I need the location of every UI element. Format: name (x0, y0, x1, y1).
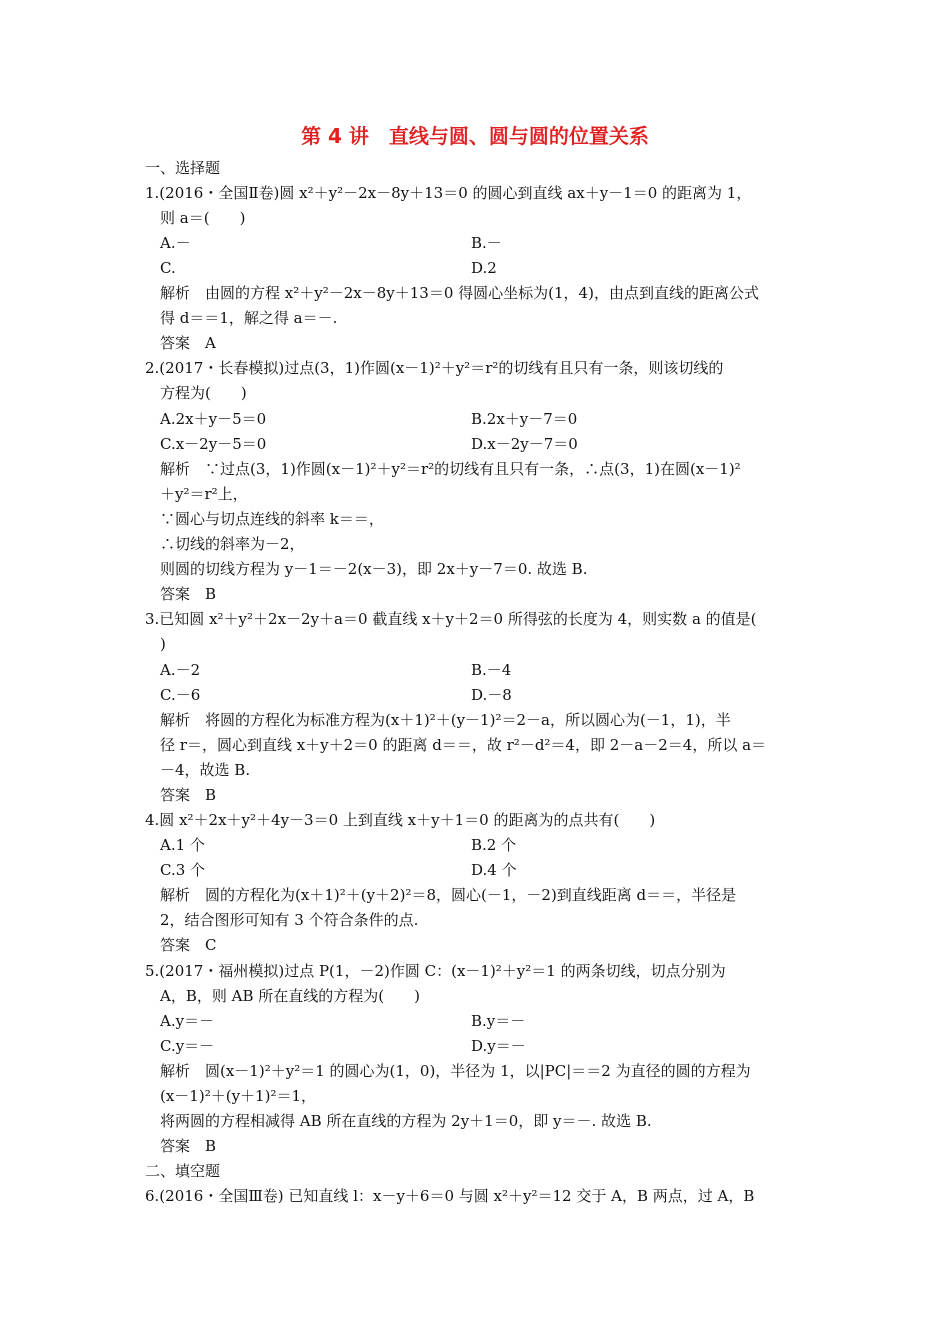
question-2-option-b: B.2x＋y－7＝0 (471, 410, 578, 428)
question-1-analysis-cont: 得 d＝＝1，解之得 a＝－. (160, 309, 338, 327)
page-title: 第 4 讲 直线与圆、圆与圆的位置关系 (301, 124, 649, 148)
question-1-stem-cont: 则 a＝( ) (160, 209, 246, 227)
question-5-answer: 答案 B (160, 1137, 217, 1155)
question-4-analysis: 解析 圆的方程化为(x＋1)²＋(y＋2)²＝8，圆心(－1，－2)到直线距离 d＝＝，半径是 (160, 886, 737, 904)
question-2-analysis: 解析 ∵过点(3，1)作圆(x－1)²＋y²＝r²的切线有且只有一条，∴点(3，1)在圆(x－1)² (160, 460, 741, 478)
question-3-stem-cont: ) (160, 635, 166, 653)
question-3-option-b: B.－4 (471, 661, 512, 679)
question-5-option-c: C.y＝－ (160, 1037, 215, 1055)
question-5-analysis-cont: (x－1)²＋(y＋1)²＝1， (160, 1087, 316, 1105)
question-2-option-d: D.x－2y－7＝0 (471, 435, 578, 453)
question-4-option-b: B.2 个 (471, 836, 517, 854)
question-3-analysis-cont: －4，故选 B. (160, 761, 251, 779)
question-5-option-b: B.y＝－ (471, 1012, 526, 1030)
question-5-analysis-cont: 将两圆的方程相减得 AB 所在直线的方程为 2y＋1＝0，即 y＝－. 故选 B. (160, 1112, 652, 1130)
question-1-analysis: 解析 由圆的方程 x²＋y²－2x－8y＋13＝0 得圆心坐标为(1，4)，由点到直线的距离公式 (160, 284, 759, 302)
question-1-stem: 1.(2016・全国Ⅱ卷)圆 x²＋y²－2x－8y＋13＝0 的圆心到直线 ax＋y－1＝0 的距离为 1， (145, 184, 752, 202)
question-1-option-a: A.－ (160, 234, 191, 252)
section-heading: 二、填空题 (145, 1162, 221, 1180)
question-4-option-c: C.3 个 (160, 861, 206, 879)
question-4-answer: 答案 C (160, 936, 217, 954)
question-1-answer: 答案 A (160, 334, 216, 352)
question-2-answer: 答案 B (160, 585, 217, 603)
question-2-analysis-cont: ＋y²＝r²上， (160, 485, 248, 503)
question-5-analysis: 解析 圆(x－1)²＋y²＝1 的圆心为(1，0)，半径为 1，以|PC|＝＝2 为直径的圆的方程为 (160, 1062, 751, 1080)
question-2-analysis-cont: ∴切线的斜率为－2， (160, 535, 305, 553)
question-2-stem: 2.(2017・长春模拟)过点(3，1)作圆(x－1)²＋y²＝r²的切线有且只有一条，则该切线的 (145, 359, 724, 377)
question-2-analysis-cont: 则圆的切线方程为 y－1＝－2(x－3)，即 2x＋y－7＝0. 故选 B. (160, 560, 588, 578)
question-3-analysis-cont: 径 r＝，圆心到直线 x＋y＋2＝0 的距离 d＝＝，故 r²－d²＝4，即 2－a－2＝4，所以 a＝ (160, 736, 767, 754)
question-4-stem: 4.圆 x²＋2x＋y²＋4y－3＝0 上到直线 x＋y＋1＝0 的距离为的点共有( ) (145, 811, 656, 829)
question-3-option-d: D.－8 (471, 686, 512, 704)
question-5-stem: 5.(2017・福州模拟)过点 P(1，－2)作圆 C：(x－1)²＋y²＝1 的两条切线，切点分别为 (145, 962, 726, 980)
question-4-analysis-cont: 2，结合图形可知有 3 个符合条件的点. (160, 911, 419, 929)
question-4-option-a: A.1 个 (160, 836, 205, 854)
question-1-option-d: D.2 (471, 259, 497, 277)
question-6-stem: 6.(2016・全国Ⅲ卷) 已知直线 l：x－y＋6＝0 与圆 x²＋y²＝12 交于 A，B 两点，过 A，B (145, 1187, 755, 1205)
question-1-option-c: C. (160, 259, 176, 277)
question-2-option-c: C.x－2y－5＝0 (160, 435, 267, 453)
section-heading: 一、选择题 (145, 159, 221, 177)
question-1-option-b: B.－ (471, 234, 502, 252)
question-3-option-c: C.－6 (160, 686, 201, 704)
question-5-stem-cont: A，B，则 AB 所在直线的方程为( ) (160, 987, 420, 1005)
question-3-stem: 3.已知圆 x²＋y²＋2x－2y＋a＝0 截直线 x＋y＋2＝0 所得弦的长度为 4，则实数 a 的值是( (145, 610, 757, 628)
question-2-analysis-cont: ∵圆心与切点连线的斜率 k＝＝， (160, 510, 384, 528)
question-2-stem-cont: 方程为( ) (160, 384, 247, 402)
question-3-analysis: 解析 将圆的方程化为标准方程为(x＋1)²＋(y－1)²＝2－a，所以圆心为(－1，1)，半 (160, 711, 731, 729)
question-4-option-d: D.4 个 (471, 861, 517, 879)
question-3-option-a: A.－2 (160, 661, 201, 679)
question-2-option-a: A.2x＋y－5＝0 (160, 410, 267, 428)
question-5-option-d: D.y＝－ (471, 1037, 526, 1055)
question-3-answer: 答案 B (160, 786, 217, 804)
question-5-option-a: A.y＝－ (160, 1012, 215, 1030)
